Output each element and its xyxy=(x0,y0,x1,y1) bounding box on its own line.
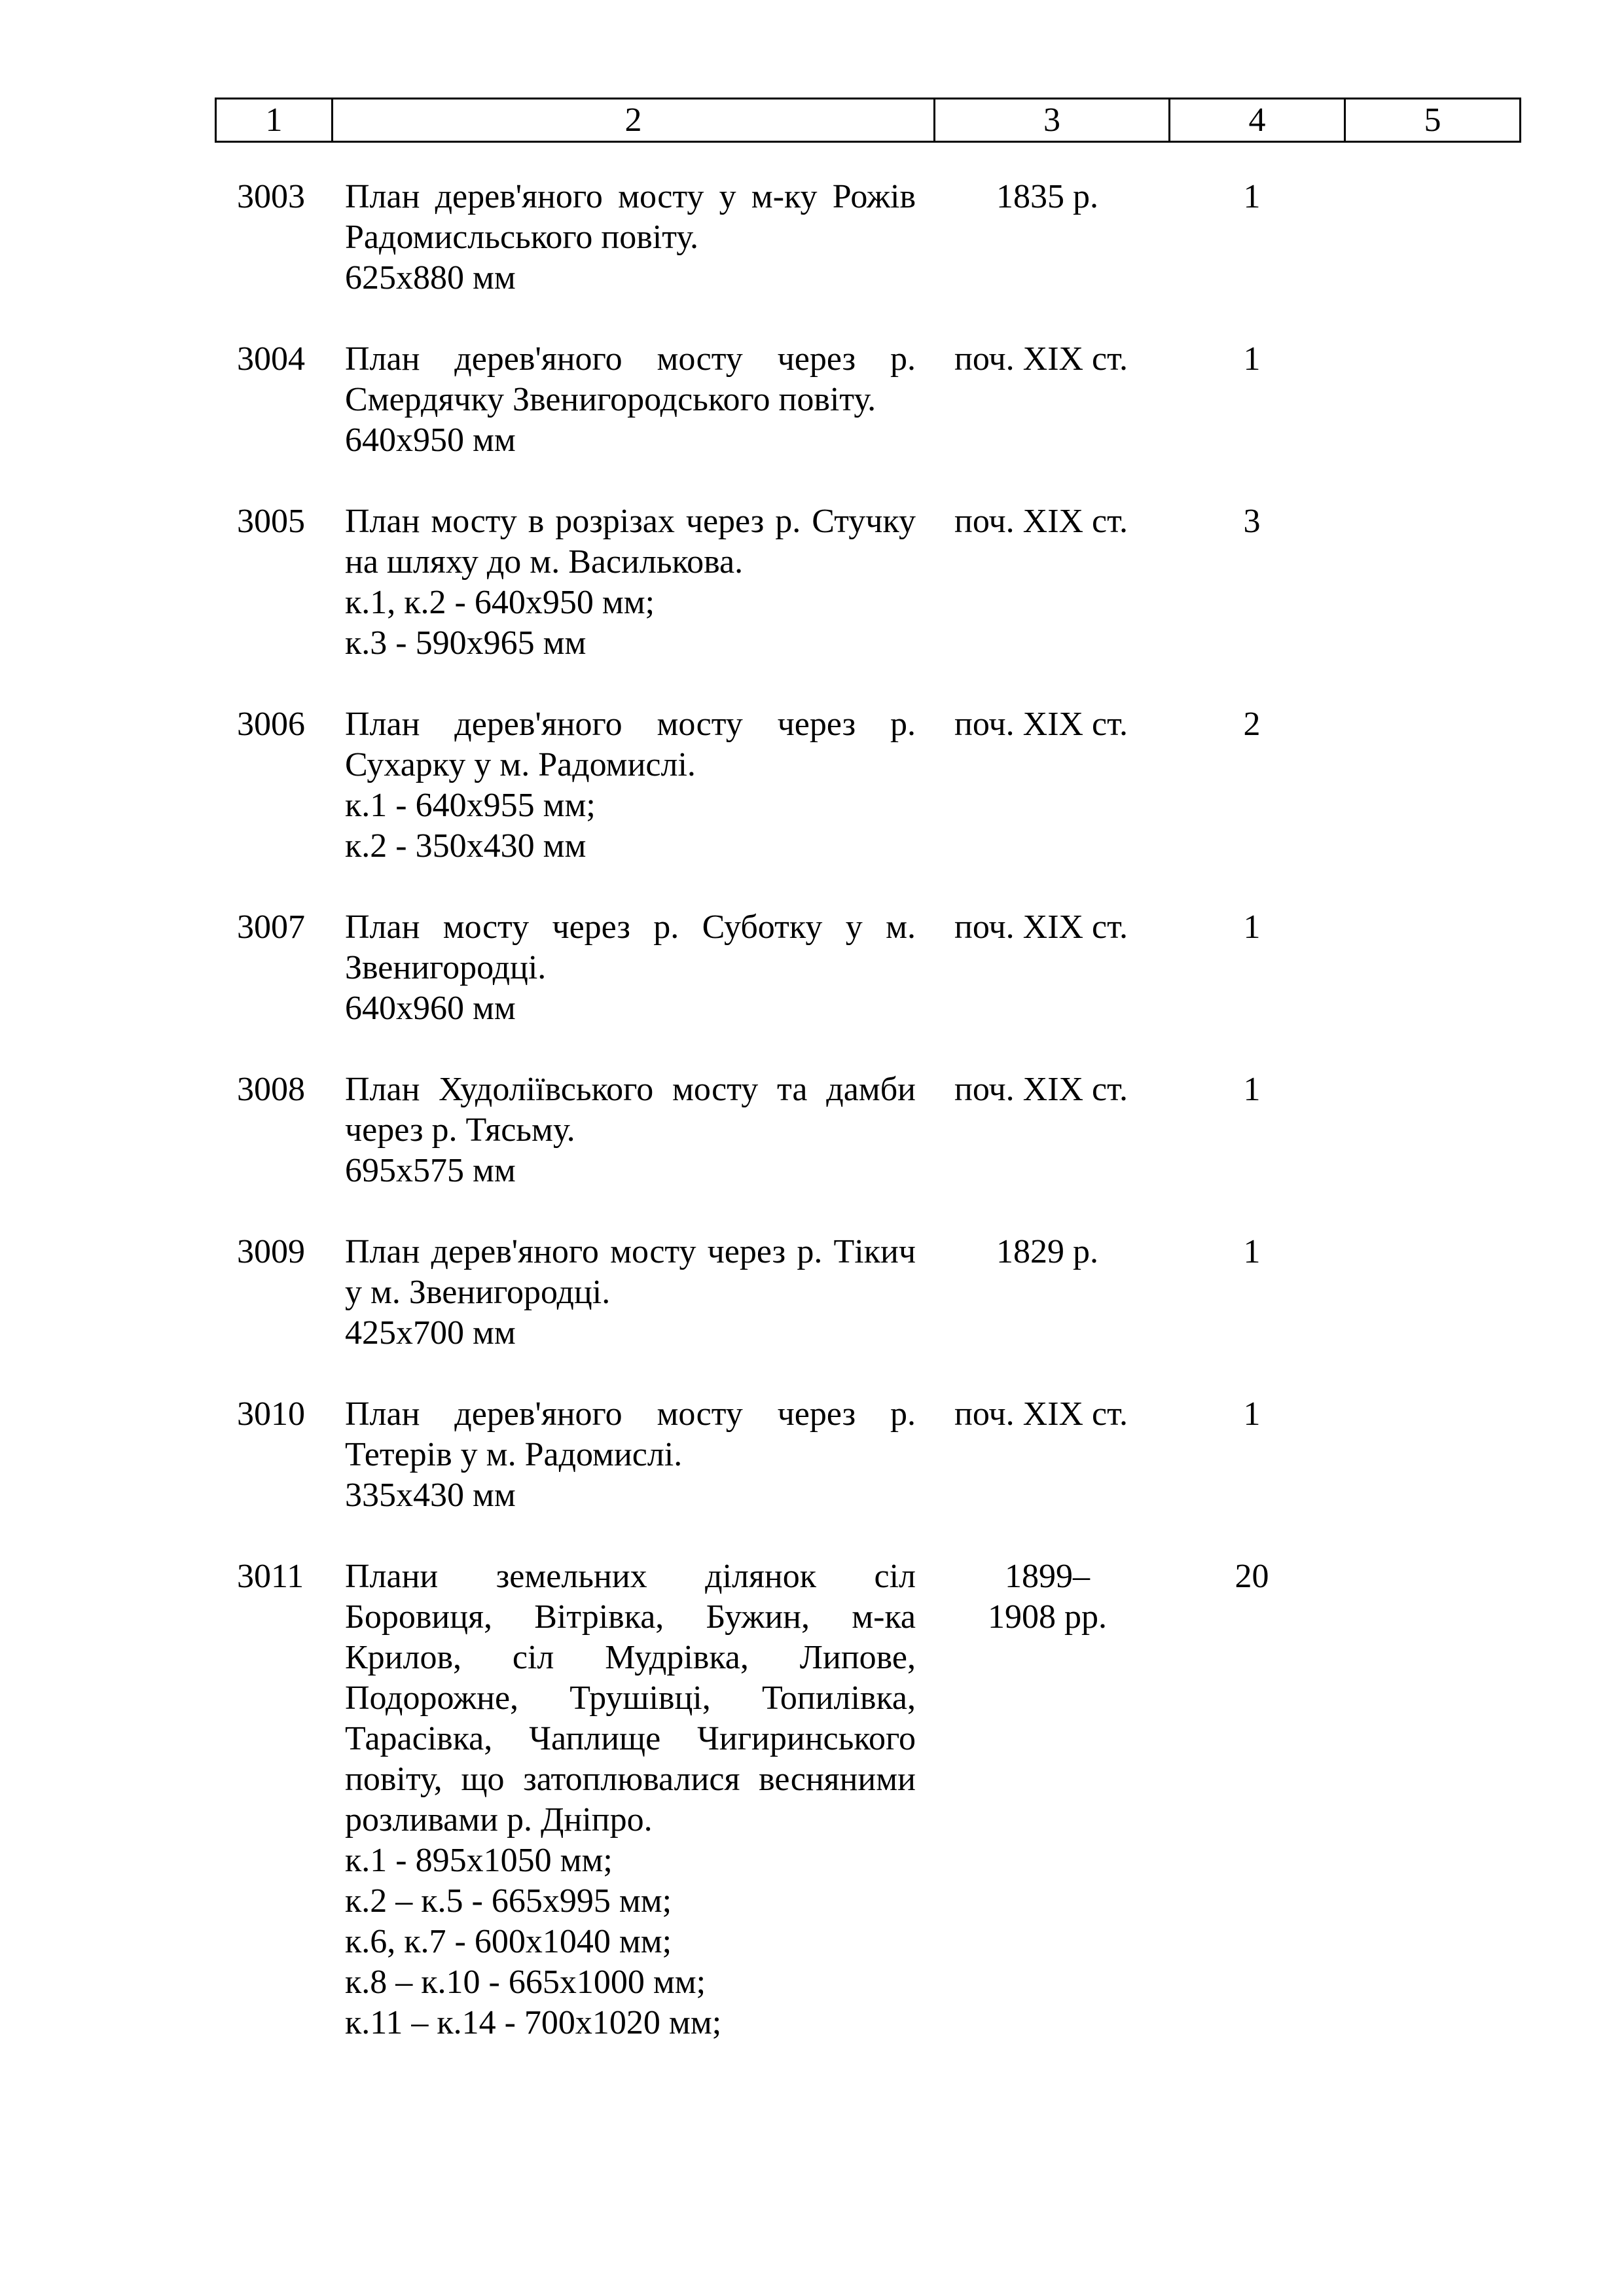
entry-description xyxy=(345,339,916,461)
entry-count: 1 xyxy=(1243,1071,1261,1108)
entry-description xyxy=(345,501,916,664)
column-header-2: 2 xyxy=(333,99,935,142)
entry-dimensions: к.2 – к.5 - 665х995 мм; xyxy=(345,1882,672,1920)
entry xyxy=(0,907,1624,1029)
entry-date xyxy=(929,177,1165,217)
entry-count: 1 xyxy=(1243,908,1261,946)
entry-title: План дерев'яного мосту через р. Тетерів у м. Радомислі. xyxy=(345,1395,916,1473)
entry-date-line: 1899– xyxy=(1005,1558,1090,1595)
entry xyxy=(0,1556,1624,2043)
entry-date-line: поч. ХІХ ст. xyxy=(954,503,1128,540)
column-header-table xyxy=(215,98,1521,143)
entry-number: 3005 xyxy=(237,503,305,540)
entry-description xyxy=(345,1556,916,2043)
entry-count: 1 xyxy=(1243,340,1261,378)
entry-date xyxy=(929,1556,1165,1638)
entry-description xyxy=(345,704,916,867)
entry-date-line: поч. ХІХ ст. xyxy=(954,706,1128,743)
entry-title: План Худоліївського мосту та дамби через р. Тясьму. xyxy=(345,1071,916,1149)
entry-title: План дерев'яного мосту у м-ку Рожів Радомисльського повіту. xyxy=(345,178,916,256)
entry-dimensions: 625х880 мм xyxy=(345,259,516,296)
entry-dimensions: 640х960 мм xyxy=(345,990,516,1027)
entry-dimensions: к.11 – к.14 - 700х1020 мм; xyxy=(345,2004,722,2041)
entry-count: 3 xyxy=(1243,503,1261,540)
entry-count: 20 xyxy=(1235,1558,1269,1595)
entry-description xyxy=(345,907,916,1029)
entry-date xyxy=(929,1069,1165,1110)
entry-dimensions: к.8 – к.10 - 665х1000 мм; xyxy=(345,1964,706,2001)
entry-number: 3004 xyxy=(237,340,305,378)
entry xyxy=(0,501,1624,664)
entry-date xyxy=(929,339,1165,380)
entry-count: 1 xyxy=(1243,178,1261,215)
entry-date xyxy=(929,1394,1165,1435)
entry-dimensions: к.6, к.7 - 600х1040 мм; xyxy=(345,1923,672,1960)
entry xyxy=(0,177,1624,298)
entry-dimensions: к.1 - 640х955 мм; xyxy=(345,787,596,824)
column-header-5: 5 xyxy=(1345,99,1521,142)
entry-title: План дерев'яного мосту через р. Тікич у м. Звенигородці. xyxy=(345,1233,916,1311)
entry-dimensions: 695х575 мм xyxy=(345,1152,516,1189)
entry-description xyxy=(345,1232,916,1354)
entry xyxy=(0,704,1624,867)
entry-dimensions: к.2 - 350х430 мм xyxy=(345,827,586,865)
entry-title: Плани земельних ділянок сіл Боровиця, Вітрівка, Бужин, м-ка Крилов, сіл Мудрівка, Липове, Подорожне, Трушівці, Топилівка, Тарасівка, Чаплище Чигиринського повіту, що затоплювалися весняними розливами р. Дніпро. xyxy=(345,1558,916,1839)
entry xyxy=(0,1232,1624,1354)
entry-date-line: 1908 рр. xyxy=(988,1598,1107,1636)
entry-number: 3006 xyxy=(237,706,305,743)
entry-count: 1 xyxy=(1243,1233,1261,1270)
entry-dimensions: к.1, к.2 - 640х950 мм; xyxy=(345,584,655,621)
entry xyxy=(0,1394,1624,1516)
entry-title: План дерев'яного мосту через р. Сухарку у м. Радомислі. xyxy=(345,706,916,783)
entry-number: 3008 xyxy=(237,1071,305,1108)
entry-dimensions: к.3 - 590х965 мм xyxy=(345,624,586,662)
entry-description xyxy=(345,1069,916,1191)
entry-date-line: 1835 р. xyxy=(996,178,1098,215)
entry-date xyxy=(929,704,1165,745)
column-header-3: 3 xyxy=(935,99,1170,142)
entry-dimensions: 640х950 мм xyxy=(345,422,516,459)
entry-title: План мосту через р. Суботку у м. Звенигородці. xyxy=(345,908,916,986)
entry-count: 2 xyxy=(1243,706,1261,743)
entry-date xyxy=(929,907,1165,948)
entry-dimensions: 425х700 мм xyxy=(345,1314,516,1352)
entry-date-line: поч. ХІХ ст. xyxy=(954,340,1128,378)
column-header-4: 4 xyxy=(1170,99,1345,142)
entries-list xyxy=(0,177,1624,2084)
entry-number: 3003 xyxy=(237,178,305,215)
entry-description xyxy=(345,177,916,298)
entry-number: 3007 xyxy=(237,908,305,946)
entry-dimensions: 335х430 мм xyxy=(345,1477,516,1514)
entry-title: План дерев'яного мосту через р. Смердячку Звенигородського повіту. xyxy=(345,340,916,418)
entry-count: 1 xyxy=(1243,1395,1261,1433)
entry-title: План мосту в розрізах через р. Стучку на шляху до м. Василькова. xyxy=(345,503,916,581)
entry xyxy=(0,339,1624,461)
entry xyxy=(0,1069,1624,1191)
entry-description xyxy=(345,1394,916,1516)
entry-date-line: поч. ХІХ ст. xyxy=(954,908,1128,946)
entry-date-line: поч. ХІХ ст. xyxy=(954,1395,1128,1433)
entry-number: 3009 xyxy=(237,1233,305,1270)
entry-number: 3010 xyxy=(237,1395,305,1433)
entry-date-line: поч. ХІХ ст. xyxy=(954,1071,1128,1108)
entry-dimensions: к.1 - 895х1050 мм; xyxy=(345,1842,613,1879)
entry-date xyxy=(929,501,1165,542)
column-header-row xyxy=(216,99,1521,142)
entry-date-line: 1829 р. xyxy=(996,1233,1098,1270)
entry-date xyxy=(929,1232,1165,1272)
entry-number: 3011 xyxy=(237,1558,304,1595)
column-header-1: 1 xyxy=(216,99,333,142)
